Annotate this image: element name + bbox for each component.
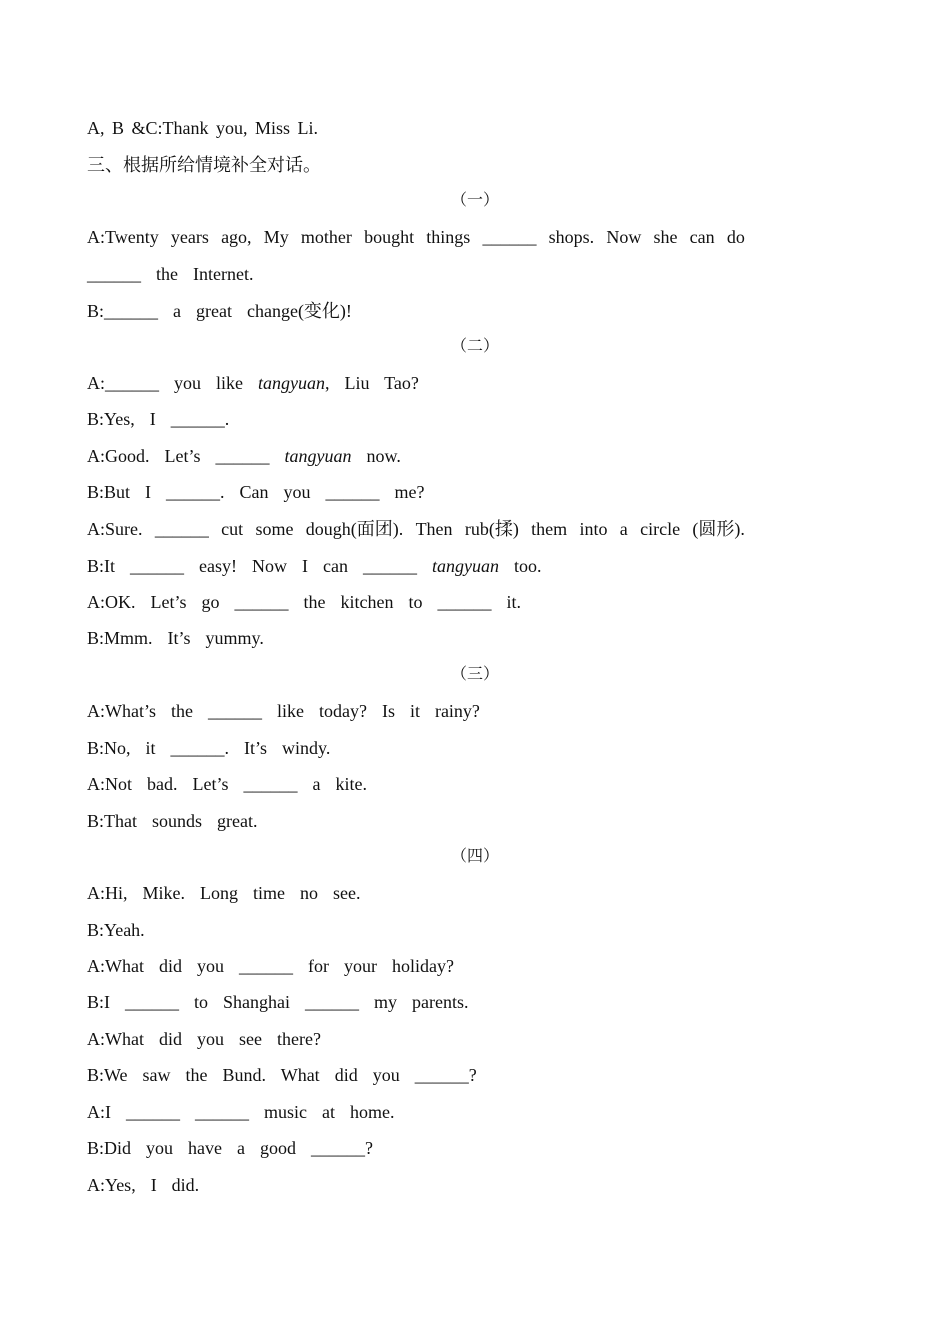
dialogue-line: ______ the Internet. — [87, 264, 254, 284]
dialogue-line: B:Yeah. — [87, 920, 145, 940]
dialogue-line: A:I ______ ______ music at home. — [87, 1102, 395, 1122]
dialogue-line: B:But I ______. Can you ______ me? — [87, 482, 425, 502]
dialogue-line: B:______ a great change(变化)! — [87, 301, 352, 321]
dialogue-line: B:Mmm. It’s yummy. — [87, 628, 264, 648]
dialogue-line: B:I ______ to Shanghai ______ my parents. — [87, 992, 469, 1012]
part-1-label: （一） — [450, 192, 499, 209]
dialogue-line: A:OK. Let’s go ______ the kitchen to ______ it. — [87, 592, 521, 612]
dialogue-line: A:What did you see there? — [87, 1029, 321, 1049]
dialogue-line-justified: A:Twenty years ago, My mother bought things ______ shops. Now she can do — [87, 227, 745, 247]
dialogue-line-justified: A:Sure. ______ cut some dough(面团). Then rub(揉) them into a circle (圆形). — [87, 519, 745, 539]
dialogue-line: B:We saw the Bund. What did you ______? — [87, 1065, 477, 1085]
dialogue-line: A:What’s the ______ like today? Is it rainy? — [87, 701, 480, 721]
dialogue-line: B:No, it ______. It’s windy. — [87, 738, 331, 758]
dialogue-line: A:Not bad. Let’s ______ a kite. — [87, 774, 367, 794]
dialogue-line: A:Hi, Mike. Long time no see. — [87, 883, 361, 903]
dialogue-line: B:That sounds great. — [87, 811, 258, 831]
part-3-label: （三） — [450, 666, 499, 683]
dialogue-line: A:Good. Let’s ______ tangyuan now. — [87, 446, 401, 466]
closing-line: A, B &C:Thank you, Miss Li. — [87, 118, 319, 138]
dialogue-line: A:Yes, I did. — [87, 1175, 200, 1195]
section-heading: 三、根据所给情境补全对话。 — [87, 155, 321, 175]
dialogue-line: B:Yes, I ______. — [87, 409, 230, 429]
dialogue-line: B:It ______ easy! Now I can ______ tangyuan too. — [87, 556, 542, 576]
part-2-label: （二） — [450, 338, 499, 355]
dialogue-line: A:What did you ______ for your holiday? — [87, 956, 454, 976]
dialogue-line: A:______ you like tangyuan, Liu Tao? — [87, 373, 419, 393]
part-4-label: （四） — [450, 848, 499, 865]
dialogue-line: B:Did you have a good ______? — [87, 1138, 373, 1158]
